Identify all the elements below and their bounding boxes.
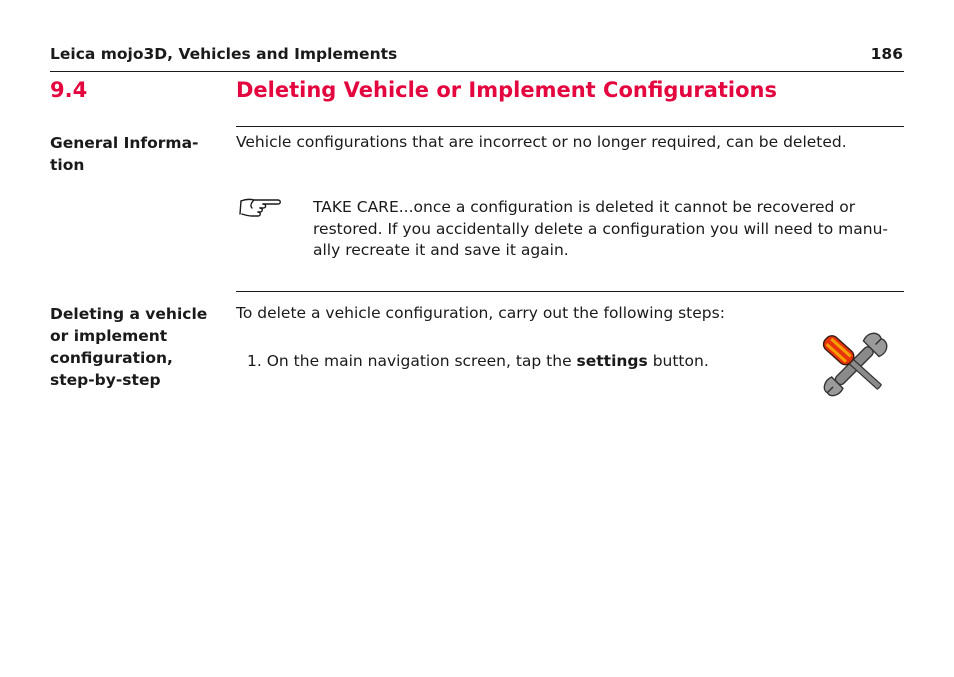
section-title: Deleting Vehicle or Implement Configurations [236,78,778,102]
care-note [313,197,888,262]
page-number: 186 [870,45,903,63]
steps-heading-line: or implement [50,327,168,345]
steps-heading-line: step-by-step [50,371,161,389]
care-note-line: ally recreate it and save it again. [313,241,569,259]
settings-tools-icon [810,330,900,400]
general-info-text: Vehicle configurations that are incorrect or no longer required, can be deleted. [236,133,847,151]
running-header-title: Leica mojo3D, Vehicles and Implements [50,45,398,63]
header-rule [50,71,904,72]
general-info-heading-line: General Informa- [50,134,199,152]
care-note-line: TAKE CARE...once a configuration is deleted it cannot be recovered or [313,198,856,216]
general-info-rule [236,126,904,127]
section-number: 9.4 [50,78,88,102]
steps-heading [50,303,215,391]
steps-heading-line: configuration, [50,349,173,367]
pointing-hand-icon [238,195,284,223]
general-info-heading-line: tion [50,156,85,174]
steps-heading-line: Deleting a vehicle [50,305,208,323]
steps-rule [236,291,904,292]
settings-keyword: settings [576,352,648,370]
step-1 [247,351,709,373]
step-1-text-end: button. [647,352,709,370]
general-info-heading [50,132,215,176]
care-note-line: restored. If you accidentally delete a configuration you will need to manu- [313,219,889,238]
steps-intro: To delete a vehicle configuration, carry out the following steps: [236,304,725,322]
step-1-text: 1. On the main navigation screen, tap the [247,352,577,370]
